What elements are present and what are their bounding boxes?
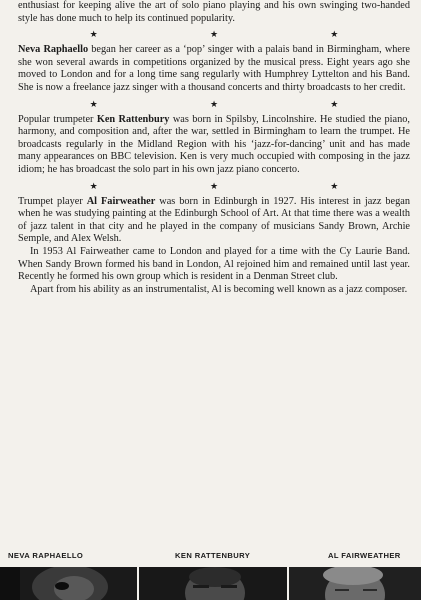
star-separator: ★ ★ ★ (89, 29, 394, 40)
photo-strip (0, 567, 421, 600)
name-al: Al Fairweather (86, 195, 156, 207)
name-neva: Neva Raphaello (18, 44, 89, 56)
paragraph-al-composer: Apart from his ability as an instrumentalist, Al is becoming well known as a jazz composer. (30, 283, 408, 295)
caption-al: AL FAIRWEATHER (328, 551, 401, 560)
star-separator: ★ ★ ★ (89, 180, 394, 191)
star-separator: ★ ★ ★ (89, 98, 394, 109)
paragraph-ken (18, 114, 410, 177)
text-ken: was born in Spilsby, Lincolnshire. He studied the piano, harmony, and composition and, after the war, settled in Birmingham to learn the trumpet. He broadcasts regularly in the Midland Region with his ‘jazz-for-dancing’ unit and has made many appearances on BBC television. Ken is very much occupied with composing in the jazz idiom; he has broadcast the solo part in his own jazz piano concerto. (18, 113, 410, 175)
paragraph-intro: enthusiast for keeping alive the art of solo piano playing and his own swinging two-handed style has done much to help its continued popularity. (18, 0, 410, 24)
caption-ken: KEN RATTENBURY (175, 551, 251, 560)
paragraph-neva (18, 44, 410, 94)
article-text (18, 0, 410, 296)
photo-captions (0, 551, 421, 563)
photo-al (289, 567, 421, 600)
name-ken: Ken Rattenbury (96, 113, 170, 125)
pre-ken: Popular trumpeter (18, 113, 97, 125)
text-neva: began her career as a ‘pop’ singer with a palais band in Birmingham, where she won several awards in competitions organized by the musical press. Eight years ago she moved to London and for a long time sang regularly with Humphrey Lyttelton and his Band. She is now a freelance jazz singer with a thousand concerts and thirty broadcasts to her credit. (18, 44, 410, 93)
photo-neva (0, 567, 137, 600)
trumpeter-portrait-icon (289, 567, 421, 600)
trumpeter-portrait-icon (139, 567, 287, 600)
caption-neva: NEVA RAPHAELLO (8, 551, 84, 560)
text-al: was born in Edinburgh in 1927. His interest in jazz began when he was studying painting at the Edinburgh School of Art. At that time there was a wealth of jazz talent in that city and he played in the company of musicians Sandy Brown, Archie Semple, and Alex Welsh. (18, 195, 410, 245)
pre-al: Trumpet player (18, 195, 87, 207)
photo-ken (139, 567, 287, 600)
paragraph-al-london: In 1953 Al Fairweather came to London and played for a time with the Cy Laurie Band. When Sandy Brown formed his band in London, Al rejoined him and remained until last year. Recently he formed his own group which is resident in a Denman Street club. (18, 245, 410, 283)
paragraph-al (18, 196, 410, 246)
singer-portrait-icon (0, 567, 137, 600)
